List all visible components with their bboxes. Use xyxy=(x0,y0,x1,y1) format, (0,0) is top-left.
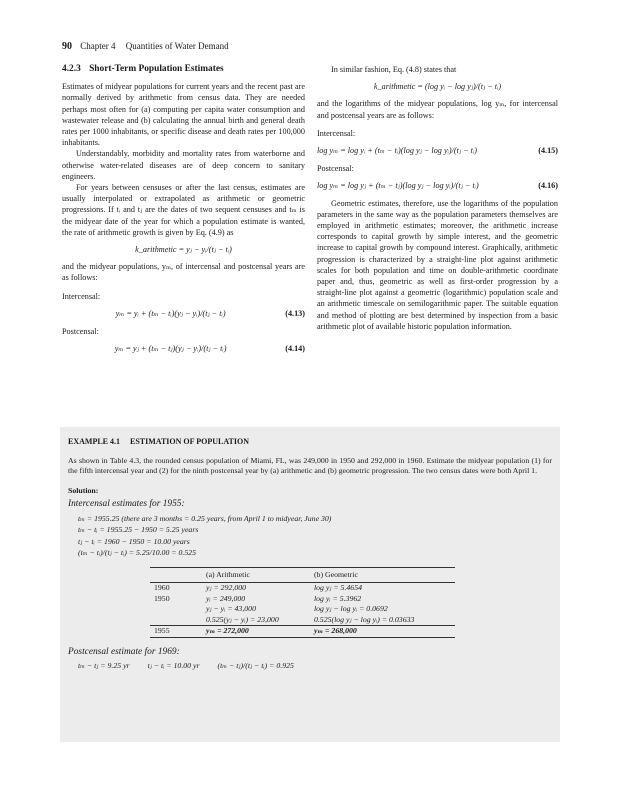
estimate-table xyxy=(150,567,455,638)
calc-value: (tₘ − tⱼ)/(tⱼ − tᵢ) = 0.925 xyxy=(217,661,294,670)
example-title: ESTIMATION OF POPULATION xyxy=(130,437,249,446)
equation-k-arithmetic: k_arithmetic = yⱼ − yᵢ/(tⱼ − tᵢ) xyxy=(135,245,232,255)
running-header xyxy=(62,41,229,52)
equation-4-13: yₘ = yᵢ + (tₘ − tᵢ)(yⱼ − yᵢ)/(tⱼ − tᵢ) (4.13) xyxy=(115,308,305,318)
paragraph: In similar fashion, Eq. (4.8) states that xyxy=(331,65,457,74)
year-cell: 1950 xyxy=(154,593,170,603)
solution-label: Solution: xyxy=(68,485,99,495)
column-header: (b) Geometric xyxy=(310,569,455,583)
calc-line: tₘ − tᵢ = 1955.25 − 1950 = 5.25 years xyxy=(78,525,199,534)
postcensal-subheading: Postcensal estimate for 1969: xyxy=(68,646,180,657)
section-number: 4.2.3 xyxy=(62,64,81,74)
result-cell: yₘ = 268,000 xyxy=(310,626,455,638)
paragraph: For years between censuses or after the last census, estimates are usually interpolated or extrapolated as arithmetic or geometric progressions. If tᵢ and tⱼ are the dates of two sequent censuses and tₘ is the midyear date of the year for which a population estimate is wanted, the rate of arithmetic growth is given by Eq. (4.9) as xyxy=(62,183,305,237)
calculation-lines xyxy=(78,514,552,559)
calc-line: (tₘ − tᵢ)/(tⱼ − tᵢ) = 5.25/10.00 = 0.525 xyxy=(78,548,197,557)
example-heading xyxy=(68,437,552,448)
intercensal-label: Intercensal: xyxy=(317,128,356,138)
equation-number: (4.13) xyxy=(285,308,305,318)
result-row xyxy=(150,626,455,638)
example-box xyxy=(60,427,560,742)
cell: log yᵢ = 5.3962 log yⱼ − log yᵢ = 0.0692 0.525(log yⱼ − log yᵢ) = 0.03633 xyxy=(313,593,415,624)
postcensal-label: Postcensal: xyxy=(317,164,354,174)
year-cell: 1955 xyxy=(150,626,202,638)
paragraph: Geometric estimates, therefore, use the logarithms of the population parameters in the same way as the population parameters themselves are employed in arithmetic estimates; moreover, the arithmetic increase corresponds to capital growth by simple interest, and the geometric increase to capital growth by compound interest. Graphically, arithmetic progression is characterized by a straight-line plot against arithmetic scales for both population and time on double-arithmetic coordinate paper and, thus, geometric as well as first-order progression by a straight-line plot against a geometric (logarithmic) population scale and an arithmetic timescale on semilogarithmic paper. The suitable equation and method of plotting are best determined by inspection from a basic arithmetic plot of available historic population information. xyxy=(317,198,558,331)
page-number: 90 xyxy=(62,41,72,52)
calc-value: tₘ − tⱼ = 9.25 yr xyxy=(78,661,130,670)
section-title: Short-Term Population Estimates xyxy=(89,64,224,74)
equation-number: (4.14) xyxy=(285,344,305,354)
cell: yⱼ = 292,000 xyxy=(206,583,247,592)
paragraph: and the midyear populations, yₘ, of intercensal and postcensal years are as follows: xyxy=(62,262,305,283)
paragraph: Understandably, morbidity and mortality rates from waterborne and otherwise water-related diseases are of deep concern to sanitary engineers. xyxy=(62,149,305,181)
equation-4-15: log yₘ = log yᵢ + (tₘ − tᵢ)(log yⱼ − log yᵢ)/(tⱼ − tᵢ) (4.15) xyxy=(317,146,558,156)
equation-4-14: yₘ = yⱼ + (tₘ − tⱼ)(yⱼ − yᵢ)/(tⱼ − tᵢ) (4.14) xyxy=(114,344,305,354)
example-statement: As shown in Table 4.3, the rounded census population of Miami, FL, was 249,000 in 1950 and 292,000 in 1960. Estimate the midyear population (1) for the fifth intercensal year and (2) for the ninth postcensal year by (a) arithmetic and (b) geometric progression. The two census dates were both April 1. xyxy=(68,455,552,475)
intercensal-subheading: Intercensal estimates for 1955: xyxy=(68,499,185,509)
postcensal-label: Postcensal: xyxy=(62,327,99,337)
cell: yᵢ = 249,000 yⱼ − yᵢ = 43,000 0.525(yⱼ − yᵢ) = 23,000 xyxy=(206,593,279,624)
equation-4-16: log yₘ = log yⱼ + (tₘ − tⱼ)(log yⱼ − log yᵢ)/(tⱼ − tᵢ) (4.16) xyxy=(317,181,558,191)
calc-value: tⱼ − tᵢ = 10.00 yr xyxy=(147,661,200,670)
result-cell: yₘ = 272,000 xyxy=(202,626,310,638)
table-header xyxy=(150,569,455,583)
equation-number: (4.16) xyxy=(538,181,558,191)
year-cell: 1960 xyxy=(154,583,170,592)
paragraph: and the logarithms of the midyear populations, log yₘ, for intercensal and postcensal years are as follows: xyxy=(317,99,558,120)
chapter-label: Chapter 4 xyxy=(80,41,116,51)
table-row xyxy=(150,583,455,594)
intercensal-label: Intercensal: xyxy=(62,291,101,301)
calc-line: tⱼ − tᵢ = 1960 − 1950 = 10.00 years xyxy=(78,536,190,546)
right-column xyxy=(317,64,558,332)
paragraph: Estimates of midyear populations for current years and the recent past are normally derived by arithmetic from census data. They are needed perhaps most often for (a) computing per capita water consumption and wastewater release and (b) calculating the annual birth and general death rates per 1000 inhabitants, or specific disease and death rates per 100,000 inhabitants. xyxy=(62,82,305,148)
calc-line: tₘ = 1955.25 (there are 3 months = 0.25 years, from April 1 to midyear, June 30) xyxy=(78,513,332,523)
chapter-title: Quantities of Water Demand xyxy=(125,41,229,51)
table-row xyxy=(150,594,455,626)
equation-k-arithmetic-log: k_arithmetic = (log yᵢ − log yⱼ)/(tⱼ − tᵢ) xyxy=(373,82,502,92)
left-column xyxy=(62,64,305,360)
section-heading xyxy=(62,64,305,75)
cell: log yⱼ = 5.4654 xyxy=(313,583,362,592)
example-label: EXAMPLE 4.1 xyxy=(68,437,120,446)
postcensal-values xyxy=(78,661,552,672)
column-header: (a) Arithmetic xyxy=(202,569,310,583)
equation-number: (4.15) xyxy=(538,146,558,156)
